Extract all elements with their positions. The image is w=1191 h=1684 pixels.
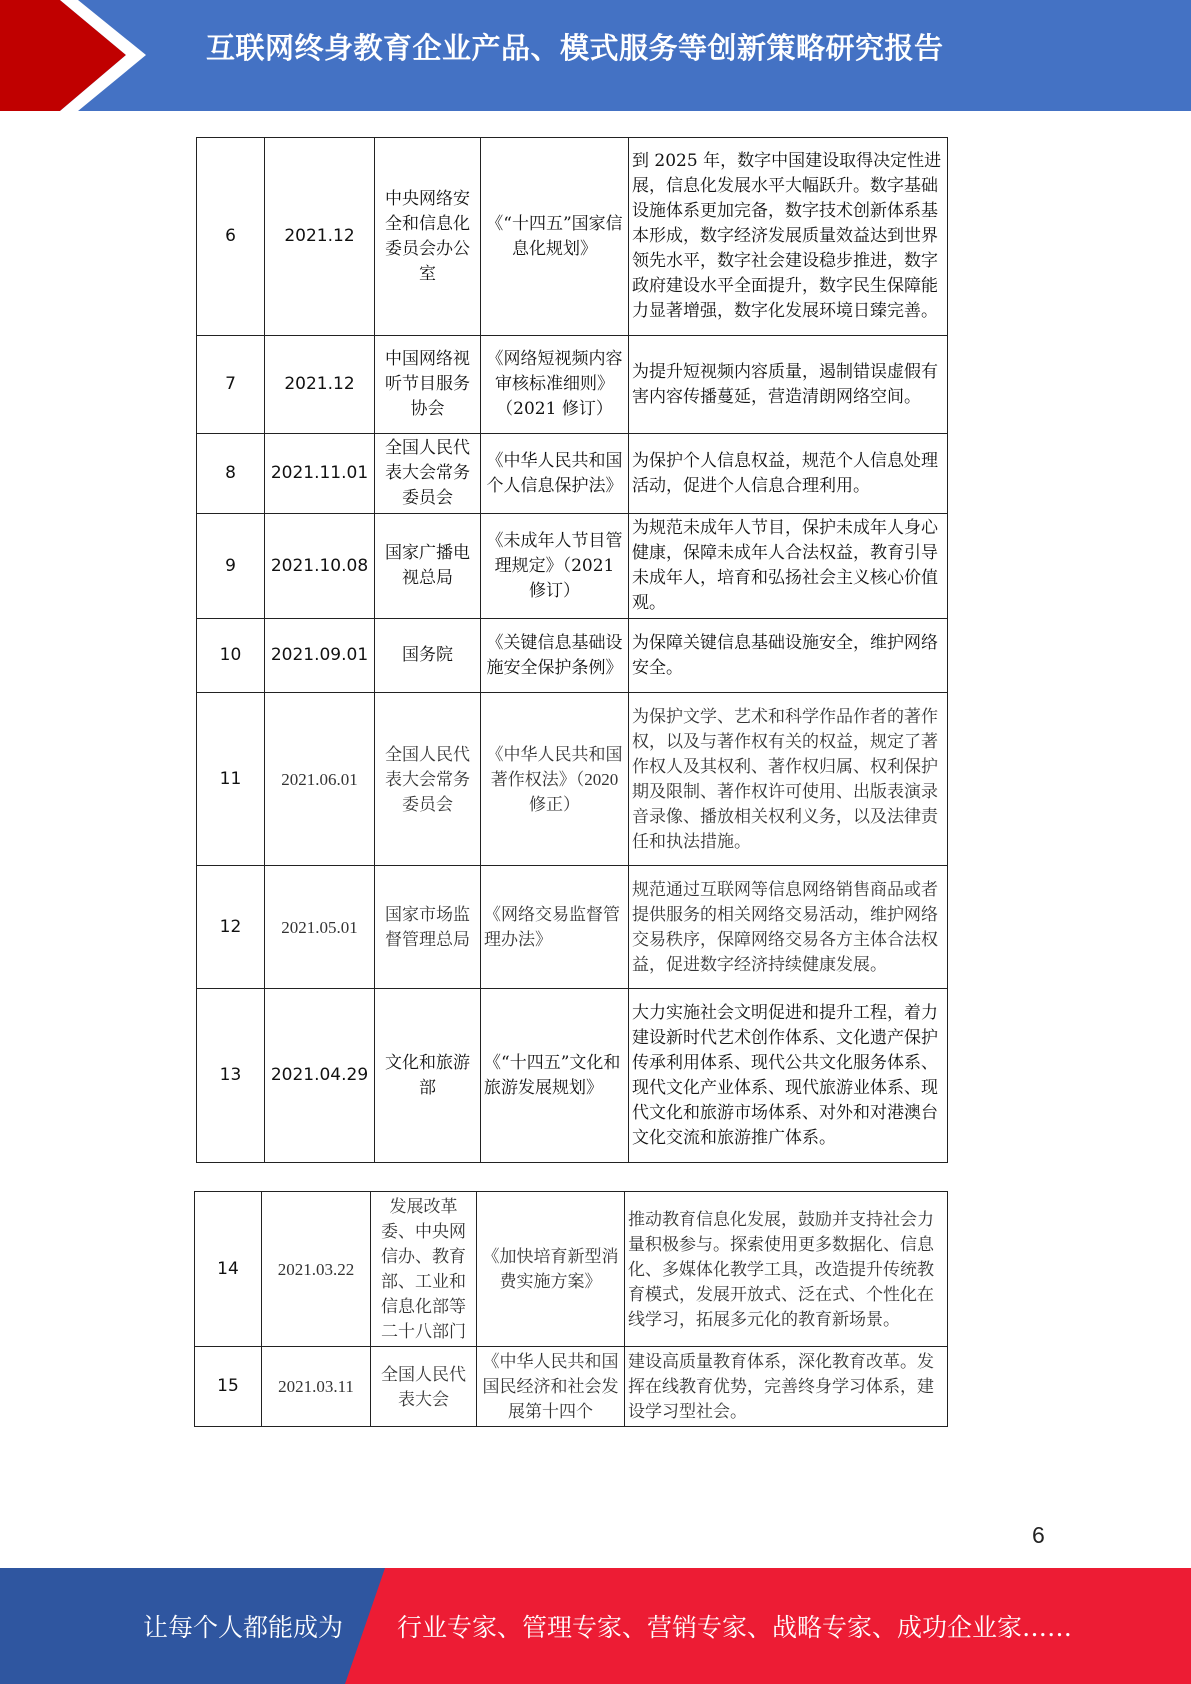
row-document-name: 《网络交易监督管理办法》 xyxy=(481,866,629,989)
row-document-name: 《“十四五”国家信息化规划》 xyxy=(481,138,629,336)
row-date: 2021.12 xyxy=(265,336,375,434)
row-number: 10 xyxy=(197,619,265,693)
row-date: 2021.12 xyxy=(265,138,375,336)
row-description: 推动教育信息化发展，鼓励并支持社会力量积极参与。探索使用更多数据化、信息化、多媒体化教学工具，改造提升传统教育模式，发展开放式、泛在式、个性化在线学习，拓展多元化的教育新场景。 xyxy=(625,1192,948,1347)
row-date: 2021.03.11 xyxy=(262,1347,371,1427)
table-row xyxy=(197,138,948,336)
footer-slogan-left: 让每个人都能成为 xyxy=(143,1613,344,1642)
table-row xyxy=(197,336,948,434)
row-number: 15 xyxy=(195,1347,262,1427)
table-row xyxy=(197,866,948,989)
row-number: 6 xyxy=(197,138,265,336)
row-document-name: 《“十四五”文化和旅游发展规划》 xyxy=(481,989,629,1163)
row-number: 14 xyxy=(195,1192,262,1347)
row-date: 2021.03.22 xyxy=(262,1192,371,1347)
table-row xyxy=(197,693,948,866)
row-date: 2021.06.01 xyxy=(265,693,375,866)
row-issuer: 全国人民代表大会常务委员会 xyxy=(375,434,481,514)
row-description: 为提升短视频内容质量，遏制错误虚假有害内容传播蔓延，营造清朗网络空间。 xyxy=(629,336,948,434)
row-issuer: 全国人民代表大会 xyxy=(371,1347,477,1427)
row-issuer: 国家广播电视总局 xyxy=(375,514,481,619)
row-issuer: 中国网络视听节目服务协会 xyxy=(375,336,481,434)
row-issuer: 发展改革委、中央网信办、教育部、工业和信息化部等二十八部门 xyxy=(371,1192,477,1347)
table-row xyxy=(195,1192,948,1347)
row-document-name: 《加快培育新型消费实施方案》 xyxy=(477,1192,625,1347)
row-issuer: 全国人民代表大会常务委员会 xyxy=(375,693,481,866)
row-description: 为保护个人信息权益，规范个人信息处理活动，促进个人信息合理利用。 xyxy=(629,434,948,514)
row-document-name: 《关键信息基础设施安全保护条例》 xyxy=(481,619,629,693)
row-description: 规范通过互联网等信息网络销售商品或者提供服务的相关网络交易活动，维护网络交易秩序，保障网络交易各方主体合法权益，促进数字经济持续健康发展。 xyxy=(629,866,948,989)
row-number: 7 xyxy=(197,336,265,434)
policy-table-1 xyxy=(196,137,948,1163)
row-number: 12 xyxy=(197,866,265,989)
row-document-name: 《中华人民共和国国民经济和社会发展第十四个 xyxy=(477,1347,625,1427)
row-description: 大力实施社会文明促进和提升工程，着力建设新时代艺术创作体系、文化遗产保护传承利用体系、现代公共文化服务体系、现代文化产业体系、现代旅游业体系、现代文化和旅游市场体系、对外和对港澳台文化交流和旅游推广体系。 xyxy=(629,989,948,1163)
header-banner xyxy=(0,0,1191,111)
row-description: 为保障关键信息基础设施安全，维护网络安全。 xyxy=(629,619,948,693)
row-document-name: 《网络短视频内容审核标准细则》（2021 修订） xyxy=(481,336,629,434)
row-description: 为保护文学、艺术和科学作品作者的著作权，以及与著作权有关的权益，规定了著作权人及其权利、著作权归属、权利保护期及限制、著作权许可使用、出版表演录音录像、播放相关权利义务，以及法律责任和执法措施。 xyxy=(629,693,948,866)
row-date: 2021.10.08 xyxy=(265,514,375,619)
row-date: 2021.05.01 xyxy=(265,866,375,989)
policy-table-2 xyxy=(194,1191,948,1427)
row-description: 为规范未成年人节目，保护未成年人身心健康，保障未成年人合法权益，教育引导未成年人，培育和弘扬社会主义核心价值观。 xyxy=(629,514,948,619)
row-description: 建设高质量教育体系，深化教育改革。发挥在线教育优势，完善终身学习体系，建设学习型社会。 xyxy=(625,1347,948,1427)
table-row xyxy=(195,1347,948,1427)
header-arrow-decoration xyxy=(0,0,160,111)
table-row xyxy=(197,514,948,619)
row-description: 到 2025 年，数字中国建设取得决定性进展，信息化发展水平大幅跃升。数字基础设施体系更加完备，数字技术创新体系基本形成，数字经济发展质量效益达到世界领先水平，数字社会建设稳步推进，数字政府建设水平全面提升，数字民生保障能力显著增强，数字化发展环境日臻完善。 xyxy=(629,138,948,336)
row-document-name: 《未成年人节目管理规定》（2021 修订） xyxy=(481,514,629,619)
page-number: 6 xyxy=(1032,1522,1045,1548)
row-number: 13 xyxy=(197,989,265,1163)
row-issuer: 国家市场监督管理总局 xyxy=(375,866,481,989)
row-number: 8 xyxy=(197,434,265,514)
footer-slogan-right: 行业专家、管理专家、营销专家、战略专家、成功企业家…… xyxy=(397,1613,1073,1642)
row-date: 2021.09.01 xyxy=(265,619,375,693)
table-row xyxy=(197,619,948,693)
table-row xyxy=(197,434,948,514)
row-issuer: 国务院 xyxy=(375,619,481,693)
row-document-name: 《中华人民共和国著作权法》（2020 修正） xyxy=(481,693,629,866)
row-issuer: 文化和旅游部 xyxy=(375,989,481,1163)
footer-banner xyxy=(0,1568,1191,1684)
table-row xyxy=(197,989,948,1163)
row-document-name: 《中华人民共和国个人信息保护法》 xyxy=(481,434,629,514)
row-issuer: 中央网络安全和信息化委员会办公室 xyxy=(375,138,481,336)
row-number: 11 xyxy=(197,693,265,866)
row-date: 2021.04.29 xyxy=(265,989,375,1163)
row-date: 2021.11.01 xyxy=(265,434,375,514)
report-title: 互联网终身教育企业产品、模式服务等创新策略研究报告 xyxy=(206,31,944,65)
row-number: 9 xyxy=(197,514,265,619)
